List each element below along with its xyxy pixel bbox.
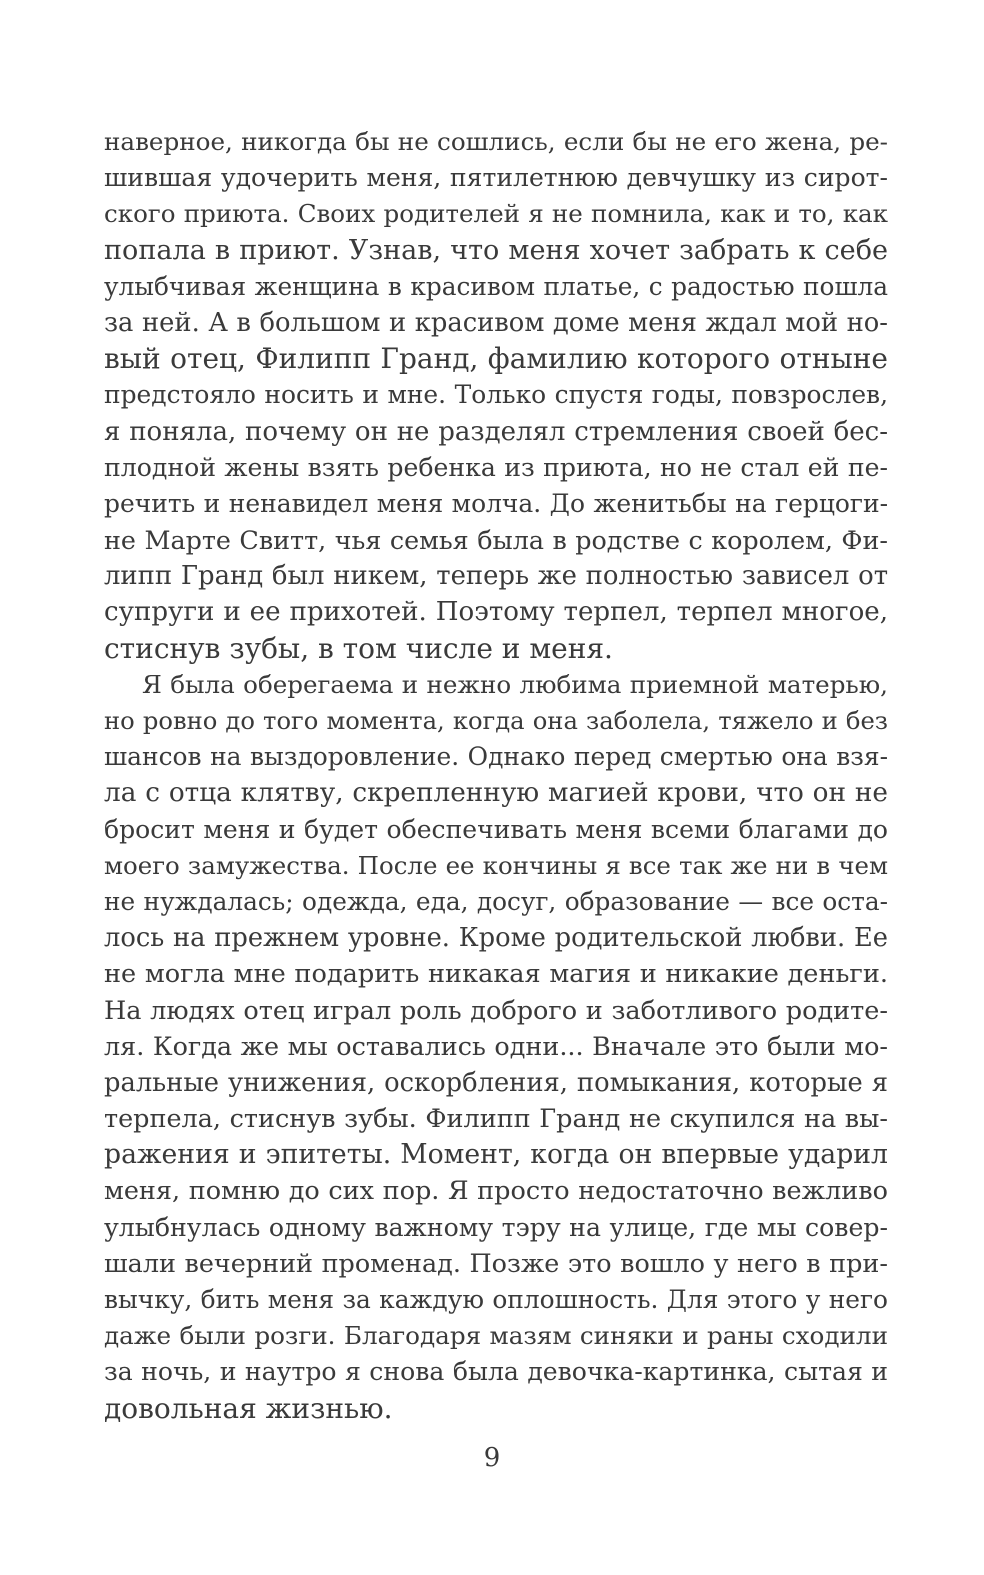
- text-line: улыбчивая женщина в красивом платье, с радостью пошла: [104, 271, 888, 301]
- text-line: улыбнулась одному важному тэру на улице, где мы совер-: [104, 1212, 888, 1242]
- text-line: ла с отца клятву, скрепленную магией крови, что он не: [104, 778, 888, 809]
- text-line: за ночь, и наутро я снова была девочка-картинка, сытая и: [104, 1357, 888, 1387]
- text-line: Я была оберегаема и нежно любима приемной матерью,: [142, 669, 888, 699]
- text-line: плодной жены взять ребенка из приюта, но не стал ей пе-: [104, 452, 888, 482]
- text-line: бросит меня и будет обеспечивать меня всеми благами до: [104, 814, 888, 844]
- body-text: [104, 124, 888, 1427]
- text-line: вычку, бить меня за каждую оплошность. Для этого у него: [104, 1285, 888, 1314]
- text-line: ражения и эпитеты. Момент, когда он впервые ударил: [104, 1139, 888, 1171]
- page-number: 9: [483, 1443, 501, 1473]
- text-line: меня, помню до сих пор. Я просто недостаточно вежливо: [104, 1176, 888, 1207]
- text-line: но ровно до того момента, когда она заболела, тяжело и без: [104, 707, 888, 735]
- text-line: шансов на выздоровление. Однако перед смертью она взя-: [104, 742, 888, 772]
- text-line: ского приюта. Своих родителей я не помнила, как и то, как: [104, 199, 888, 229]
- text-line: не Марте Свитт, чья семья была в родстве с королем, Фи-: [104, 525, 888, 556]
- text-line: не могла мне подарить никакая магия и никакие деньги.: [104, 959, 888, 990]
- text-line: ральные унижения, оскорбления, помыкания, которые я: [104, 1067, 888, 1098]
- text-line: шившая удочерить меня, пятилетнюю девчушку из сирот-: [104, 163, 888, 193]
- text-line: речить и ненавидел меня молча. До женитьбы на герцоги-: [104, 488, 888, 518]
- text-line: На людях отец играл роль доброго и заботливого родите-: [104, 995, 888, 1026]
- text-line: стиснув зубы, в том числе и меня.: [104, 631, 613, 665]
- text-line: моего замужества. После ее кончины я все так же ни в чем: [104, 850, 888, 880]
- text-line: я поняла, почему он не разделял стремления своей бес-: [104, 416, 888, 447]
- text-line: липп Гранд был никем, теперь же полностью зависел от: [104, 561, 888, 592]
- text-line: терпела, стиснув зубы. Филипп Гранд не скупился на вы-: [104, 1104, 888, 1135]
- text-line: даже были розги. Благодаря мазям синяки и раны сходили: [104, 1321, 888, 1351]
- text-line: вый отец, Филипп Гранд, фамилию которого отныне: [104, 342, 888, 376]
- text-line: супруги и ее прихотей. Поэтому терпел, терпел многое,: [104, 597, 888, 628]
- text-line: наверное, никогда бы не сошлись, если бы не его жена, ре-: [104, 127, 888, 156]
- text-line: лось на прежнем уровне. Кроме родительской любви. Ее: [104, 923, 888, 954]
- text-line: довольная жизнью.: [104, 1391, 393, 1425]
- text-line: ля. Когда же мы оставались одни... Вначале это были мо-: [104, 1031, 888, 1062]
- text-line: предстояло носить и мне. Только спустя годы, повзрослев,: [104, 380, 888, 410]
- text-line: не нуждалась; одежда, еда, досуг, образование — все оста-: [104, 886, 888, 916]
- text-line: за ней. А в большом и красивом доме меня ждал мой но-: [104, 307, 888, 338]
- text-line: шали вечерний променад. Позже это вошло у него в при-: [104, 1248, 888, 1279]
- text-line: попала в приют. Узнав, что меня хочет забрать к себе: [104, 234, 888, 266]
